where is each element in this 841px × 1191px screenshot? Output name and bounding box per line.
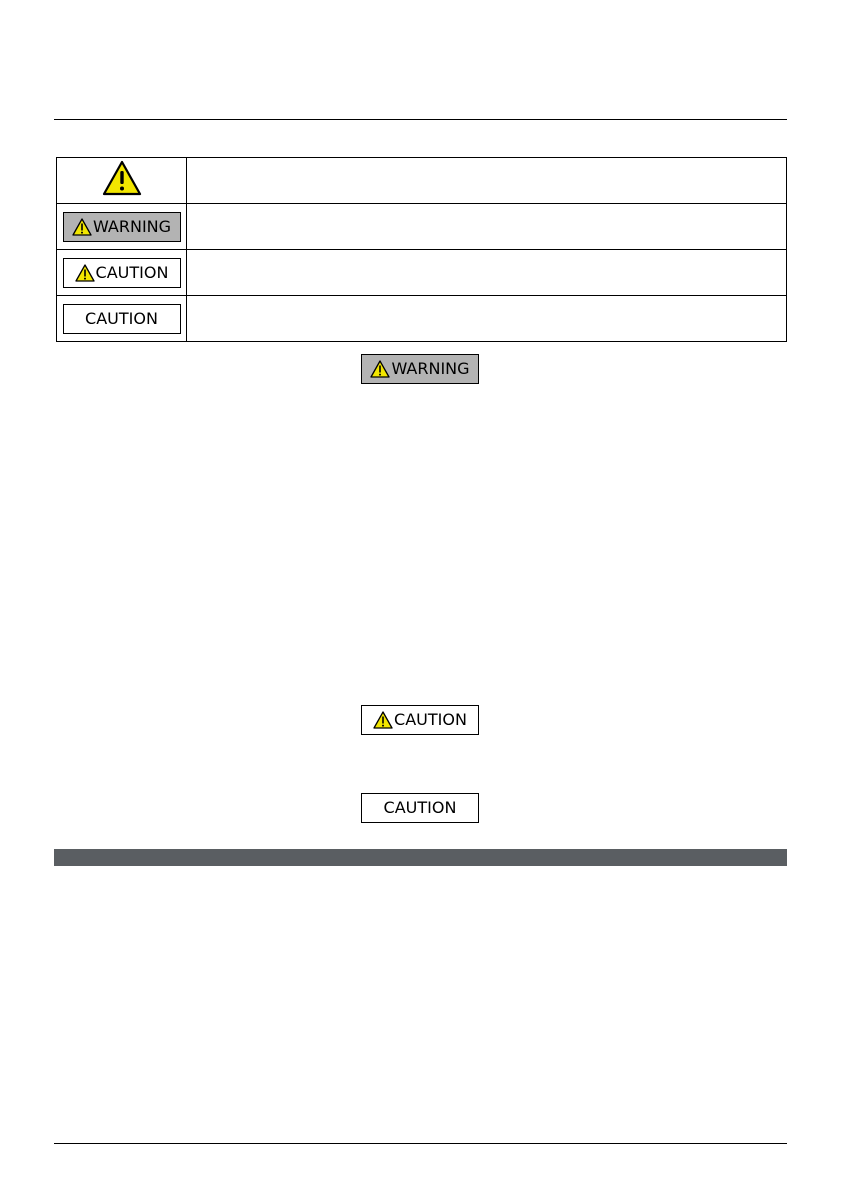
header-rule xyxy=(54,119,787,120)
legend-description xyxy=(187,296,787,342)
caution-label-text: CAUTION xyxy=(95,262,169,282)
caution-label-text: CAUTION xyxy=(394,710,467,729)
warning-label-text: WARNING xyxy=(391,359,470,378)
legend-symbol-cell xyxy=(57,250,187,296)
legend-row xyxy=(57,296,787,342)
legend-row xyxy=(57,204,787,250)
symbol-legend-table xyxy=(56,157,787,342)
caution-label-plain xyxy=(361,793,479,823)
warning-label xyxy=(361,354,479,384)
legend-row xyxy=(57,158,787,204)
warning-triangle-icon xyxy=(102,160,142,196)
legend-description xyxy=(187,204,787,250)
legend-description xyxy=(187,250,787,296)
caution-label-with-icon xyxy=(361,705,479,735)
warning-triangle-icon xyxy=(75,264,95,282)
section-warning-heading xyxy=(361,354,479,384)
caution-label-text: CAUTION xyxy=(383,798,457,817)
footer-rule xyxy=(54,1143,787,1144)
caution-label-plain xyxy=(63,304,181,334)
warning-label xyxy=(63,212,181,242)
warning-triangle-icon xyxy=(72,218,92,236)
section-caution-icon-heading xyxy=(361,705,479,735)
caution-label-with-icon xyxy=(63,258,181,288)
caution-label-text: CAUTION xyxy=(85,308,158,328)
legend-symbol-cell xyxy=(57,296,187,342)
section-caution-plain-heading xyxy=(361,793,479,823)
warning-triangle-icon xyxy=(373,711,393,729)
warning-triangle-icon xyxy=(370,360,390,378)
legend-symbol-cell xyxy=(57,204,187,250)
legend-description xyxy=(187,158,787,204)
legend-row xyxy=(57,250,787,296)
section-header-bar xyxy=(54,849,787,866)
legend-symbol-cell xyxy=(57,158,187,204)
warning-label-text: WARNING xyxy=(92,216,172,236)
